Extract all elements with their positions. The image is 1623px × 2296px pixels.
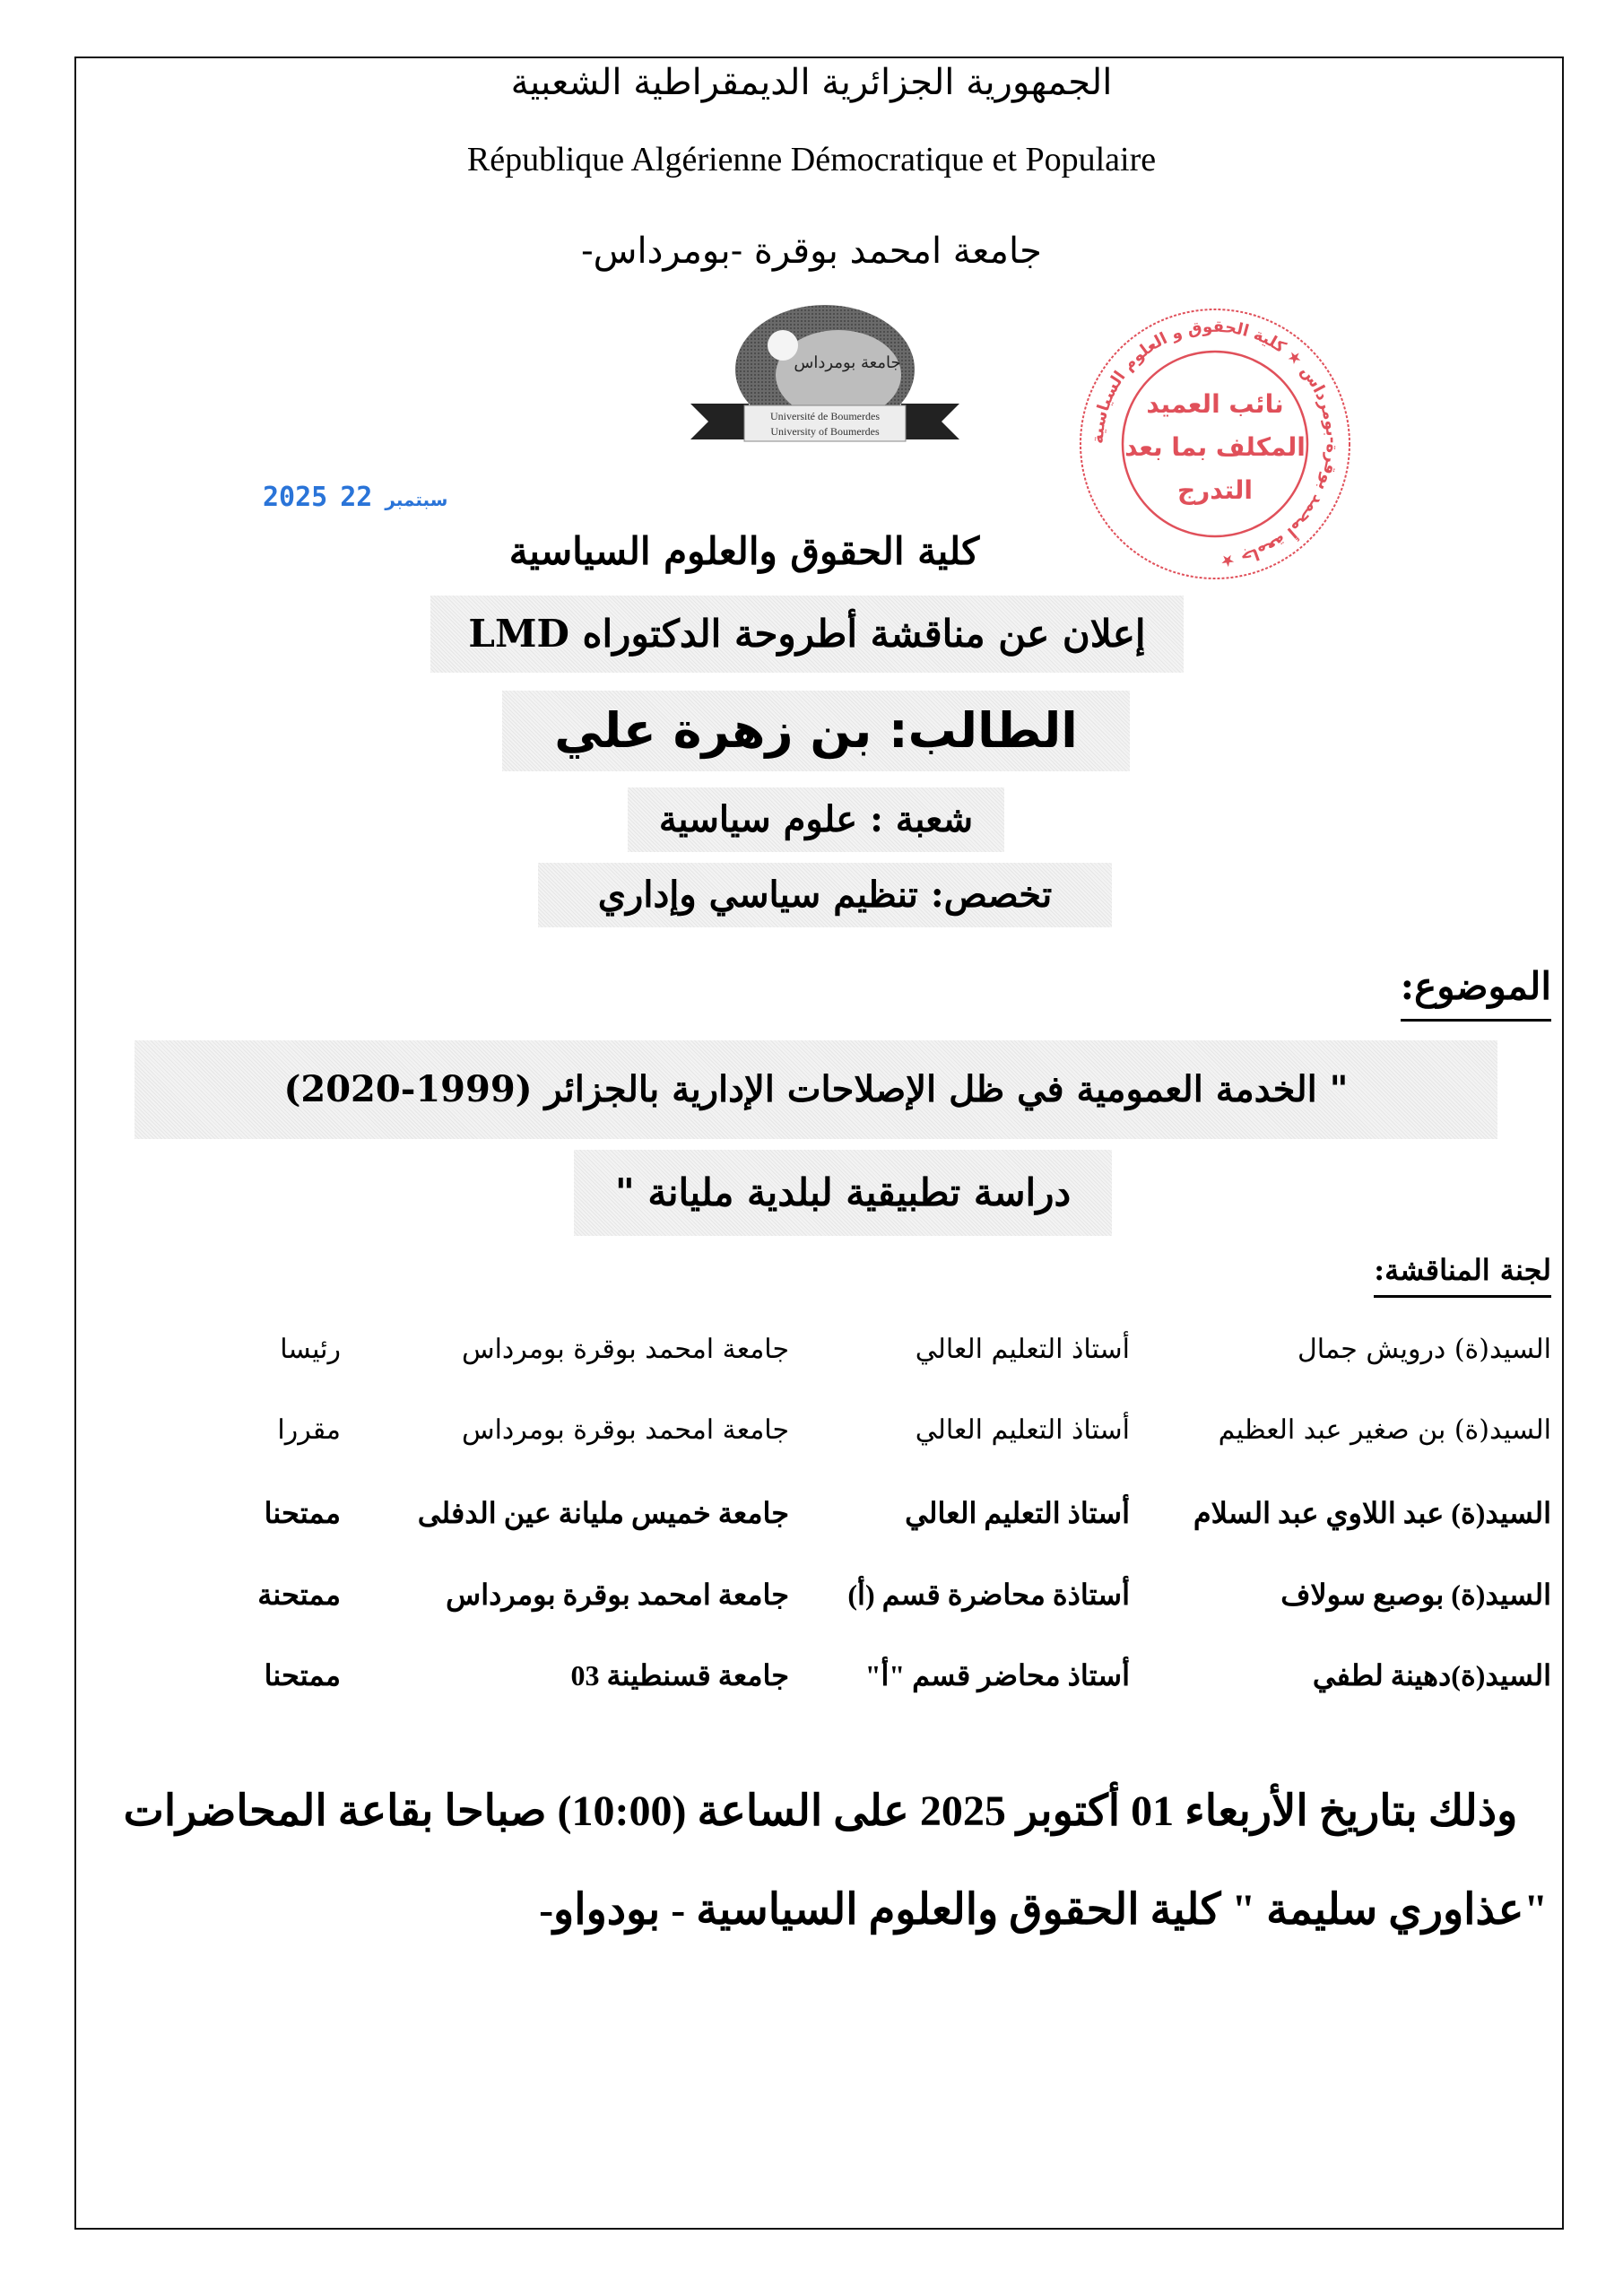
member-university: جامعة امحمد بوقرة بومرداس (446, 1578, 789, 1611)
member-role: ممتحنا (264, 1497, 341, 1529)
member-rank: أستاذ التعليم العالي (915, 1414, 1130, 1446)
seal-outer-text: جامعة أمحمد بوقرة-بومرداس ★ كلية الحقوق و العلوم السياسية ★ (1088, 317, 1342, 571)
committee-label: لجنة المناقشة: (1374, 1248, 1551, 1298)
student-name: الطالب: بن زهرة علي (502, 691, 1130, 771)
member-university: جامعة امحمد بوقرة بومرداس (461, 1414, 789, 1446)
member-rank: أستاذة محاضرة قسم (أ) (847, 1578, 1130, 1611)
date-stamp-month: سبتمبر (385, 489, 448, 510)
committee-member-row (135, 1318, 1551, 1381)
logo-text-en: University of Boumerdes (770, 425, 880, 438)
member-role: ممتحنة (257, 1578, 341, 1611)
country-name-arabic: الجمهورية الجزائرية الديمقراطية الشعبية (510, 62, 1113, 103)
ribbon-left (690, 404, 749, 439)
logo-arabic-text: جامعة بومرداس (794, 353, 901, 372)
date-stamp (263, 480, 460, 516)
subject-label: الموضوع: (1401, 960, 1551, 1022)
faculty-name: كلية الحقوق والعلوم السياسية (508, 529, 980, 573)
committee-member-row (135, 1563, 1551, 1626)
subject-title-line-2: دراسة تطبيقية لبلدية مليانة " (574, 1150, 1112, 1236)
member-university: جامعة خميس مليانة عين الدفلى (417, 1497, 789, 1529)
member-rank: أستاذ التعليم العالي (915, 1334, 1130, 1365)
member-university: جامعة امحمد بوقرة بومرداس (461, 1334, 789, 1365)
date-stamp-year: 2025 (263, 482, 328, 513)
announcement-title: إعلان عن مناقشة أطروحة الدكتوراه LMD (430, 596, 1184, 673)
date-stamp-day: 22 (340, 482, 373, 513)
committee-member-row (135, 1644, 1551, 1707)
member-name: السيد(ة) عبد اللاوي عبد السلام (1193, 1497, 1551, 1529)
ribbon-right (901, 404, 959, 439)
member-role: رئيسا (280, 1334, 341, 1365)
committee-member-row (135, 1399, 1551, 1462)
member-rank: أستاذ محاضر قسم "أ" (864, 1659, 1130, 1692)
country-name-french: République Algérienne Démocratique et Populaire (466, 141, 1157, 178)
official-seal (1049, 296, 1381, 592)
logo-text-fr: Université de Boumerdes (770, 410, 880, 422)
member-university: جامعة قسنطينة 03 (570, 1659, 789, 1692)
member-role: ممتحنا (264, 1659, 341, 1692)
branch: شعبة : علوم سياسية (628, 787, 1004, 852)
university-logo (681, 305, 968, 448)
member-name: السيد(ة) بن صغير عبد العظيم (1218, 1414, 1551, 1446)
subject-title-line-1: " الخدمة العمومية في ظل الإصلاحات الإدارية بالجزائر (1999-2020) (135, 1040, 1497, 1139)
defense-date-line: وذلك بتاريخ الأربعاء 01 أكتوبر 2025 على الساعة (10:00) صباحا بقاعة المحاضرات (123, 1787, 1518, 1835)
seal-inner-line-1: نائب العميد (1146, 389, 1284, 419)
member-name: السيد(ة) بوصبع سولاف (1280, 1578, 1551, 1611)
university-name: جامعة امحمد بوقرة -بومرداس- (581, 230, 1042, 272)
seal-inner-line-2: المكلف بما بعد (1124, 432, 1306, 462)
member-name: السيد(ة) درويش جمال (1298, 1334, 1551, 1365)
member-name: السيد(ة)دهينة لطفي (1312, 1659, 1551, 1692)
member-role: مقررا (277, 1414, 341, 1446)
specialty: تخصص: تنظيم سياسي وإداري (538, 863, 1112, 927)
defense-venue-line: "عذاوري سليمة " كلية الحقوق والعلوم السياسية - بودواو- (539, 1886, 1548, 1934)
member-rank: أستاذ التعليم العالي (905, 1497, 1130, 1529)
seal-inner-line-3: التدرج (1176, 475, 1254, 505)
committee-member-row (135, 1482, 1551, 1544)
